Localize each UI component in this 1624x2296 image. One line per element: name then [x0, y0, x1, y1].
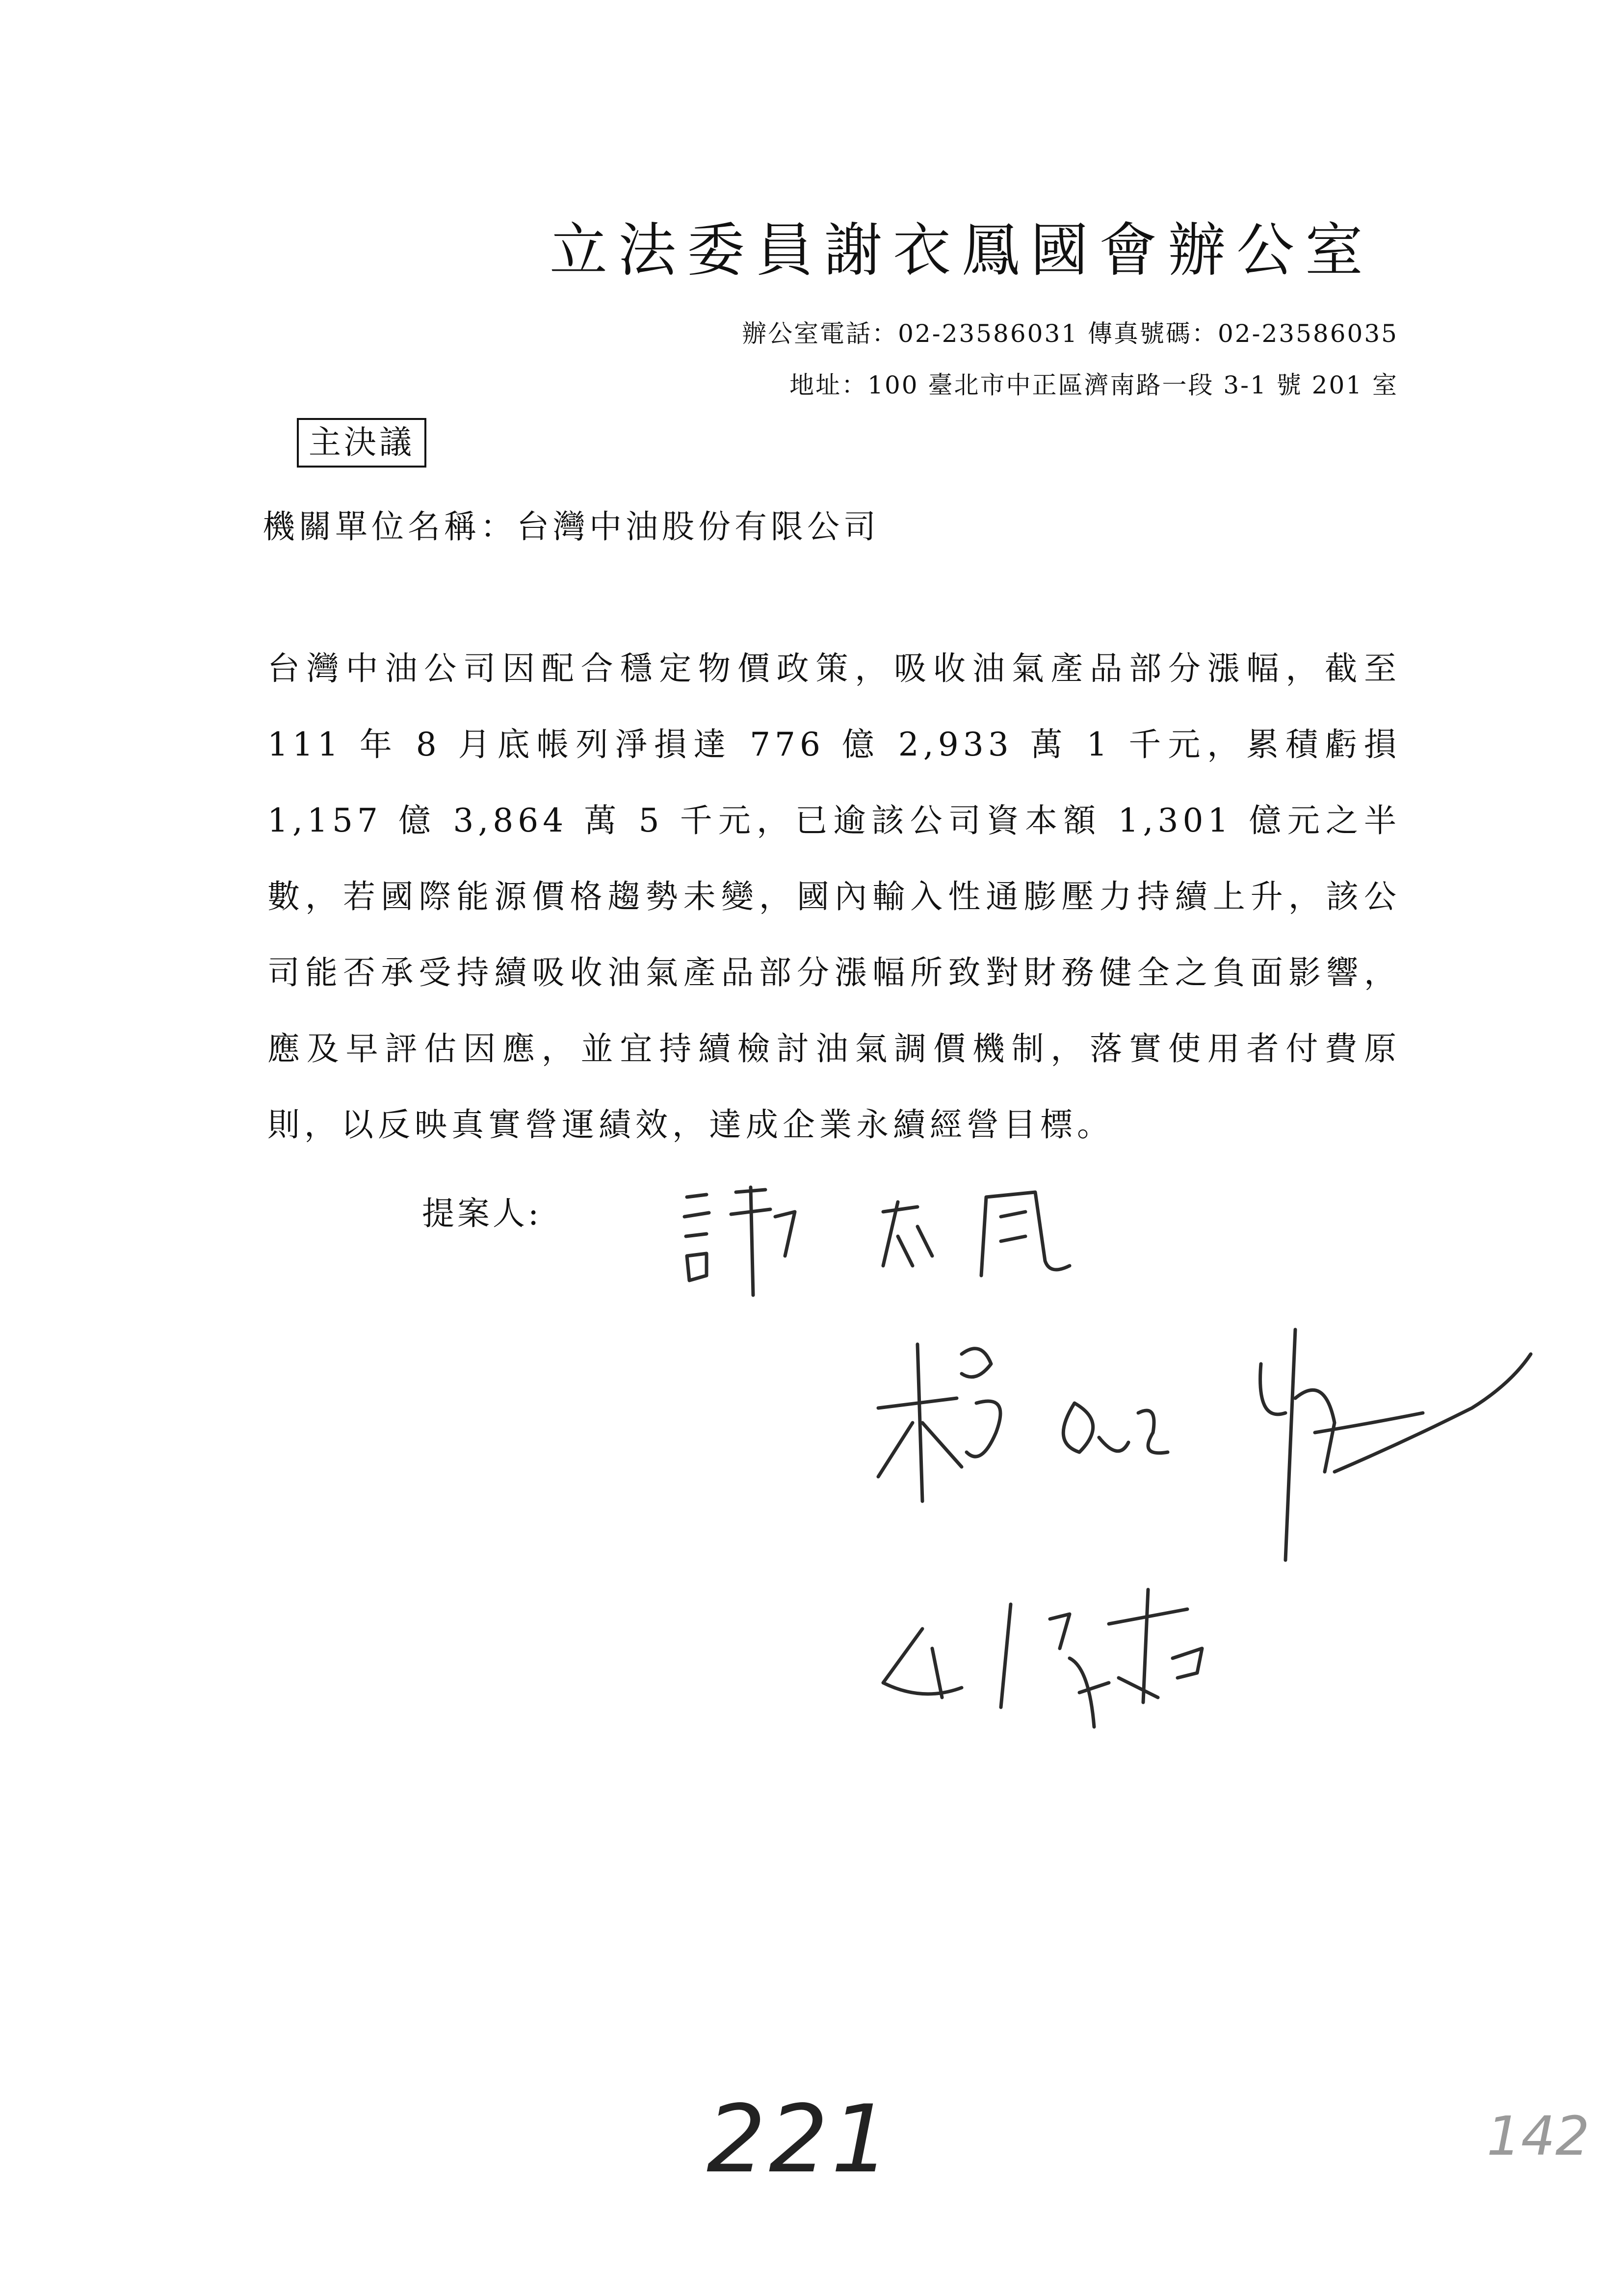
- agency-name: 機關單位名稱：台灣中油股份有限公司: [262, 508, 880, 546]
- document-type-box: 主決議: [297, 418, 426, 468]
- office-address: 地址：100 臺北市中正區濟南路一段 3-1 號 201 室: [789, 371, 1398, 399]
- signature-1-icon: [684, 1187, 1070, 1295]
- signature-2-icon: [878, 1330, 1531, 1560]
- office-phone-fax: 辦公室電話：02-23586031 傳真號碼：02-23586035: [742, 319, 1398, 348]
- resolution-body: 台灣中油公司因配合穩定物價政策，吸收油氣產品部分漲幅，截至 111 年 8 月底帳列淨損達 776 億 2,933 萬 1 千元，累積虧損 1,157 億 3,864 萬 5 千元，已逾該公司資本額 1,301 億元之半數，若國際能源價格趨勢未變，國內輸入性通膨壓力持續上升，該公司能否承受持續吸收油氣產品部分漲幅所致對財務健全之負面影響，應及早評估因應，並宜持續檢討油氣調價機制，落實使用者付費原則，以反映真實營運績效，達成企業永續經營目標。: [267, 650, 1401, 1144]
- page-number: 221: [707, 2085, 893, 2193]
- page-number-secondary: 142: [1487, 2105, 1590, 2167]
- proposer-label: 提案人:: [422, 1195, 542, 1232]
- signature-3-icon: [883, 1590, 1202, 1727]
- office-title: 立法委員謝衣鳳國會辦公室: [550, 216, 1374, 284]
